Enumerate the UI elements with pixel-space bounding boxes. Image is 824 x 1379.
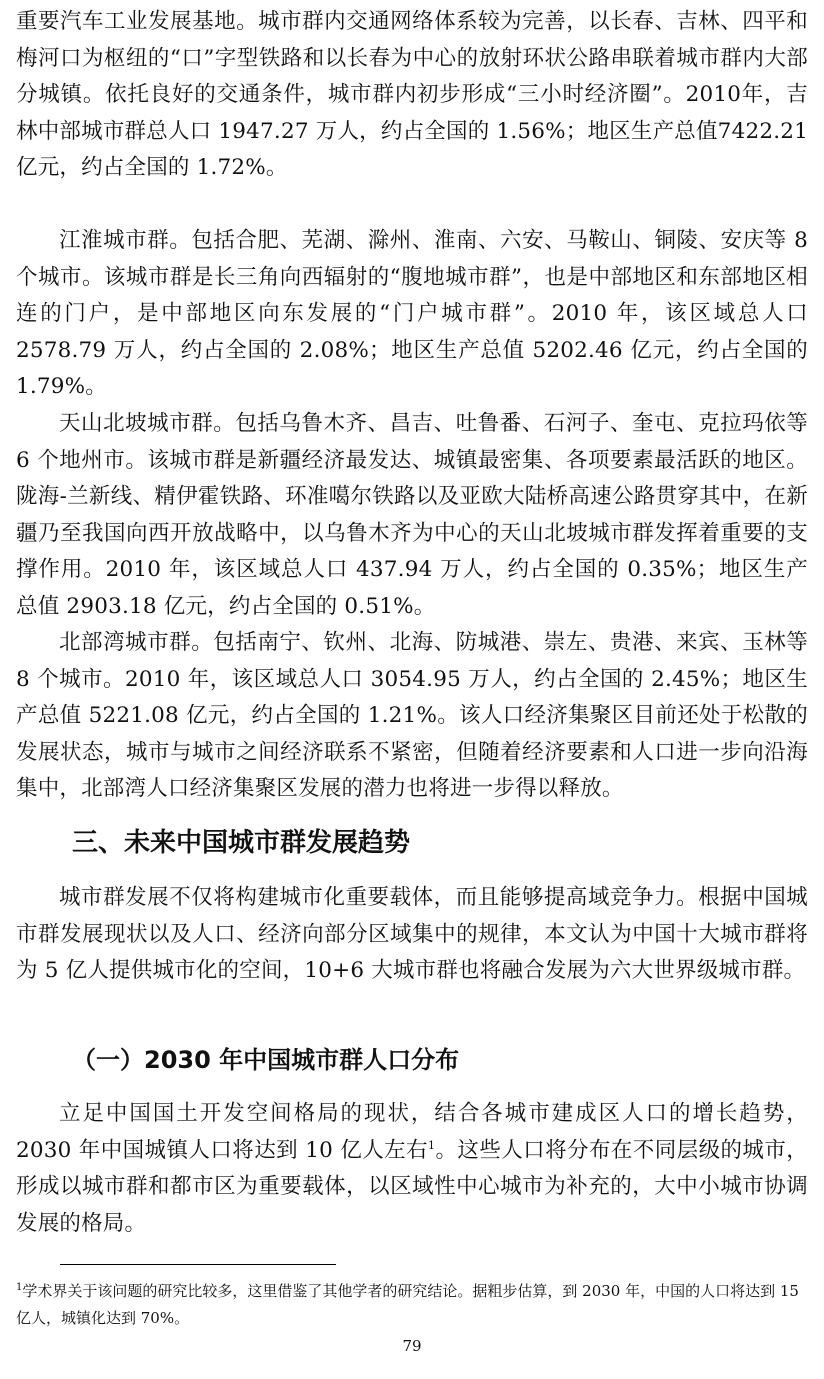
footnote-text: 学术界关于该问题的研究比较多，这里借鉴了其他学者的研究结论。据粗步估算，到 2030 年，中国的人口将达到 15 亿人，城镇化达到 70%。 xyxy=(16,1282,799,1327)
paragraph-population xyxy=(16,1096,808,1242)
page-number: 79 xyxy=(402,1337,422,1355)
footnote-marker: 1 xyxy=(16,1282,23,1293)
footnote xyxy=(16,1278,808,1332)
paragraph-jilin-central: 重要汽车工业发展基地。城市群内交通网络体系较为完善，以长春、吉林、四平和梅河口为枢纽的“口”字型铁路和以长春为中心的放射环状公路串联着城市群内大部分城镇。依托良好的交通条件，城市群内初步形成“三小时经济圈”。2010年，吉林中部城市群总人口 1947.27 万人，约占全国的 1.56%；地区生产总值7422.21 亿元，约占全国的 1.72%。 xyxy=(16,9,808,180)
paragraph-beibu-gulf: 北部湾城市群。包括南宁、钦州、北海、防城港、崇左、贵港、来宾、玉林等 8 个城市。2010 年，该区域总人口 3054.95 万人，约占全国的 2.45%；地区生产总值 5221.08 亿元，约占全国的 1.21%。该人口经济集聚区目前还处于松散的发展状态，城市与城市之间经济联系不紧密，但随着经济要素和人口进一步向沿海集中，北部湾人口经济集聚区发展的潜力也将进一步得以释放。 xyxy=(16,630,808,801)
paragraph-intro: 城市群发展不仅将构建城市化重要载体，而且能够提高域竞争力。根据中国城市群发展现状以及人口、经济向部分区域集中的规律，本文认为中国十大城市群将为 5 亿人提供城市化的空间，10+6 大城市群也将融合发展为六大世界级城市群。 xyxy=(16,885,808,983)
paragraph-tianshan: 天山北坡城市群。包括乌鲁木齐、昌吉、吐鲁番、石河子、奎屯、克拉玛依等 6 个地州市。该城市群是新疆经济最发达、城镇最密集、各项要素最活跃的地区。陇海-兰新线、精伊霍铁路、环准噶尔铁路以及亚欧大陆桥高速公路贯穿其中，在新疆乃至我国向西开放战略中，以乌鲁木齐为中心的天山北坡城市群发挥着重要的支撑作用。2010 年，该区域总人口 437.94 万人，约占全国的 0.35%；地区生产总值 2903.18 亿元，约占全国的 0.51%。 xyxy=(16,411,808,619)
subsection-heading: （一）2030 年中国城市群人口分布 xyxy=(72,1046,460,1074)
section-heading: 三、未来中国城市群发展趋势 xyxy=(72,828,411,858)
footnote-reference[interactable]: 1 xyxy=(428,1138,436,1152)
paragraph-jianghuai: 江淮城市群。包括合肥、芜湖、滁州、淮南、六安、马鞍山、铜陵、安庆等 8 个城市。该城市群是长三角向西辐射的“腹地城市群”，也是中部地区和东部地区相连的门户，是中部地区向东发展的“门户城市群”。2010 年，该区域总人口 2578.79 万人，约占全国的 2.08%；地区生产总值 5202.46 亿元，约占全国的 1.79%。 xyxy=(16,228,808,399)
footnote-separator xyxy=(60,1264,336,1265)
paragraph-population-text-2: 。这些人口将分布在不同层级的城市，形成以城市群和都市区为重要载体，以区域性中心城市为补充的，大中小城市协调发展的格局。 xyxy=(16,1137,808,1236)
paragraph-population-text-1: 立足中国国土开发空间格局的现状，结合各城市建成区人口的增长趋势，2030 年中国城镇人口将达到 10 亿人左右 xyxy=(16,1101,808,1163)
